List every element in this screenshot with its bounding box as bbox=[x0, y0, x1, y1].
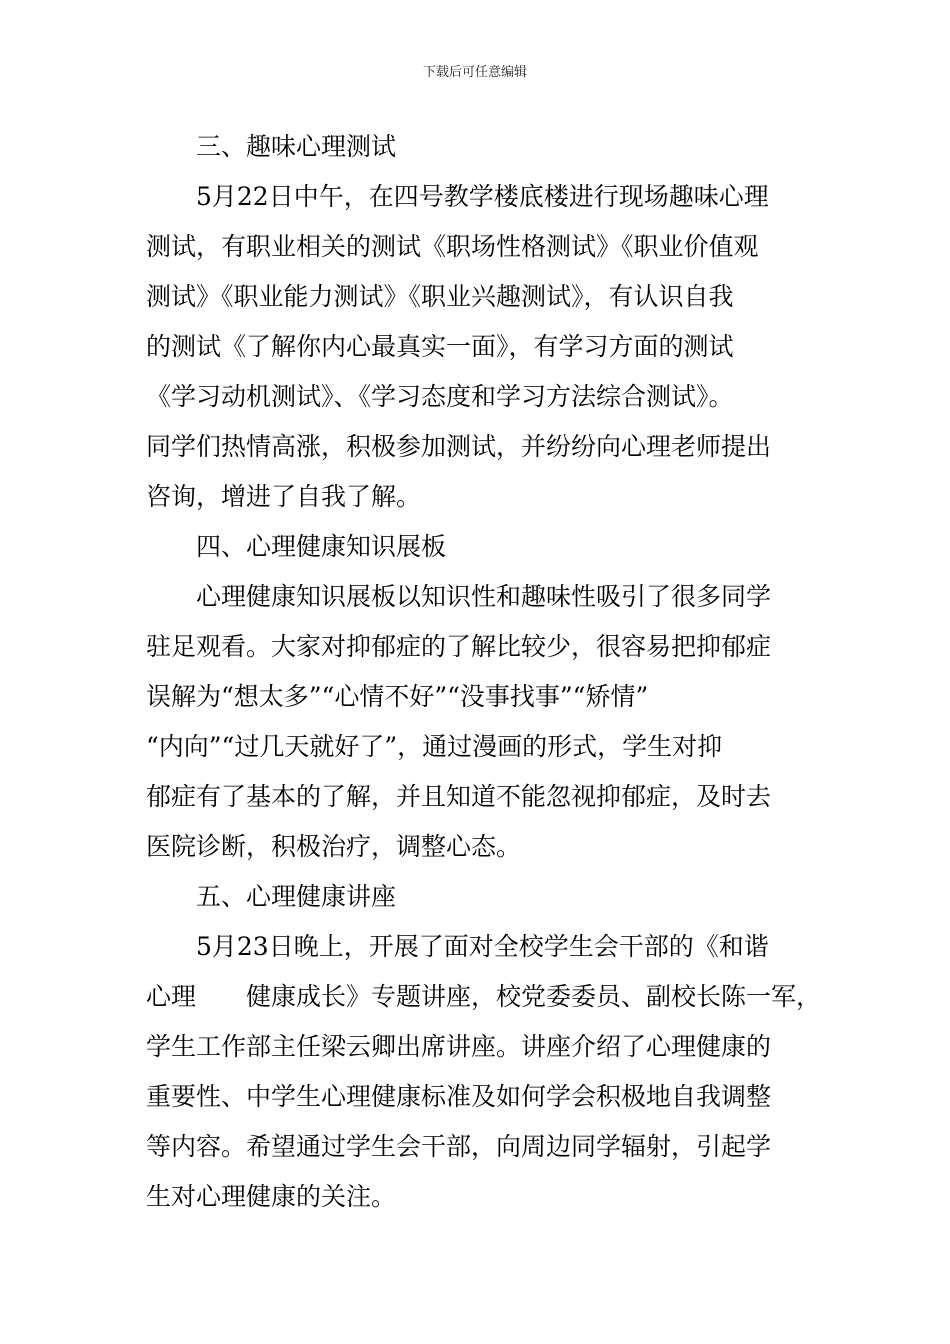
section-heading-5: 五、心理健康讲座 bbox=[196, 882, 397, 911]
paragraph-line: 测试》《职业能力测试》《职业兴趣测试》，有认识自我 bbox=[146, 282, 734, 311]
section-heading-3: 三、趣味心理测试 bbox=[196, 132, 397, 161]
paragraph-line: 5月22日中午，在四号教学楼底楼进行现场趣味心理 bbox=[196, 182, 769, 211]
paragraph-line: 郁症有了基本的了解，并且知道不能忽视抑郁症，及时去 bbox=[146, 782, 772, 811]
paragraph-line: 生对心理健康的关注。 bbox=[146, 1182, 397, 1211]
paragraph-line: 误解为“想太多”“心情不好”“没事找事”“矫情” bbox=[146, 682, 649, 711]
paragraph-line: 测试，有职业相关的测试《职场性格测试》《职业价值观 bbox=[146, 232, 759, 261]
paragraph-line: 医院诊断，积极治疗，调整心态。 bbox=[146, 832, 522, 861]
page-header-note: 下载后可任意编辑 bbox=[422, 65, 527, 80]
paragraph-line: 学生工作部主任梁云卿出席讲座。讲座介绍了心理健康的 bbox=[146, 1032, 772, 1061]
section-heading-4: 四、心理健康知识展板 bbox=[196, 532, 447, 561]
paragraph-line: 等内容。希望通过学生会干部，向周边同学辐射，引起学 bbox=[146, 1132, 772, 1161]
paragraph-line: 心理健康知识展板以知识性和趣味性吸引了很多同学 bbox=[196, 582, 772, 611]
paragraph-line: 的测试《了解你内心最真实一面》，有学习方面的测试 bbox=[146, 332, 734, 361]
paragraph-line: 5月23日晚上，开展了面对全校学生会干部的《和谐 bbox=[196, 932, 769, 961]
paragraph-line: “内向”“过几天就好了”，通过漫画的形式，学生对抑 bbox=[146, 732, 723, 761]
paragraph-line: 同学们热情高涨，积极参加测试，并纷纷向心理老师提出 bbox=[146, 432, 772, 461]
paragraph-line: 重要性、中学生心理健康标准及如何学会积极地自我调整 bbox=[146, 1082, 772, 1111]
paragraph-line: 心理 健康成长》专题讲座，校党委委员、副校长陈一军， bbox=[146, 982, 822, 1011]
paragraph-line: 《学习动机测试》、《学习态度和学习方法综合测试》。 bbox=[146, 382, 734, 411]
paragraph-line: 咨询，增进了自我了解。 bbox=[146, 482, 422, 511]
document-body bbox=[146, 122, 822, 1222]
paragraph-line: 驻足观看。大家对抑郁症的了解比较少，很容易把抑郁症 bbox=[146, 632, 772, 661]
